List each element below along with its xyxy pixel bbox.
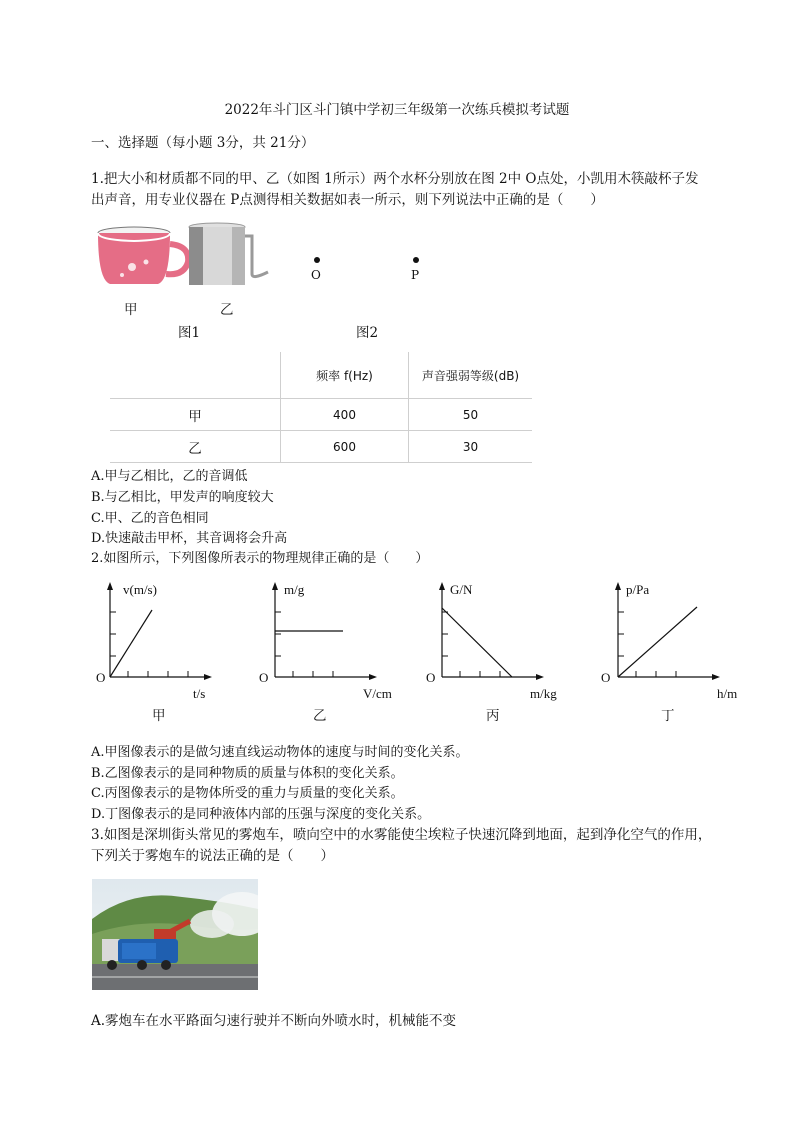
table-cell: 50 [409,399,533,431]
cups-figure [92,222,292,294]
table-row [110,399,532,431]
q2-option-b: B.乙图像表示的是同种物质的质量与体积的变化关系。 [91,766,404,781]
q2-stem: 2.如图所示，下列图像所表示的物理规律正确的是（ ） [91,551,429,566]
graph-jia-ylabel: v(m/s) [123,582,157,597]
graph-yi-ylabel: m/g [284,582,305,597]
sound-data-table [110,352,532,463]
graph-ding-plot [600,580,780,730]
cup-label-jia: 甲 [124,302,138,318]
graph-jia [92,580,252,730]
figure1-caption: 图1 [178,325,201,341]
graph-jia-origin: O [96,670,106,685]
q2-option-d: D.丁图像表示的是同种液体内部的压强与深度的变化关系。 [91,807,431,822]
graph-bing-ylabel: G/N [450,582,473,597]
pink-mug-image [98,227,188,284]
table-header-row [110,352,532,399]
table-cell: 甲 [110,399,281,431]
q1-option-a: A.甲与乙相比，乙的音调低 [91,469,248,484]
table-header-cell [110,352,281,399]
graph-yi [257,580,417,730]
graph-yi-name: 乙 [313,708,327,724]
graph-ding-name: 丁 [661,708,675,724]
graph-bing-origin: O [426,670,436,685]
fog-cannon-truck-photo [92,879,258,990]
graph-bing [424,580,584,730]
graph-ding [600,580,780,730]
exam-title: 2022年斗门区斗门镇中学初三年级第一次练兵模拟考试题 [224,102,570,118]
table-cell: 30 [409,431,533,463]
point-p-dot [413,257,419,263]
q3-stem-line1: 3.如图是深圳街头常见的雾炮车，喷向空中的水雾能使尘埃粒子快速沉降到地面，起到净化空气的作用， [91,827,712,843]
point-p-label: P [411,268,420,282]
graph-jia-xlabel: t/s [193,686,206,701]
q3-stem-line2: 下列关于雾炮车的说法正确的是（ ） [91,848,334,864]
graph-bing-name: 丙 [486,708,500,724]
q1-stem-line2: 出声音，用专业仪器在 P点测得相关数据如表一所示，则下列说法中正确的是（ ） [91,192,604,208]
q1-option-b: B.与乙相比，甲发声的响度较大 [91,490,274,505]
q2-option-c: C.丙图像表示的是物体所受的重力与质量的变化关系。 [91,786,404,801]
q3-option-a: A.雾炮车在水平路面匀速行驶并不断向外喷水时，机械能不变 [91,1013,457,1029]
figure2-caption: 图2 [356,325,379,341]
graph-ding-xlabel: h/m [717,686,738,701]
table-cell: 600 [281,431,409,463]
table-cell: 400 [281,399,409,431]
point-o-dot [314,257,320,263]
table-cell: 乙 [110,431,281,463]
steel-cup-image [189,223,268,285]
graph-bing-xlabel: m/kg [530,686,557,701]
graph-ding-origin: O [601,670,611,685]
graph-jia-plot [92,580,252,730]
table-header-cell: 频率 f(Hz) [281,352,409,399]
graph-yi-origin: O [259,670,269,685]
graph-yi-plot [257,580,417,730]
graph-jia-name: 甲 [152,708,166,724]
graph-bing-plot [424,580,584,730]
table-row [110,431,532,463]
q1-option-d: D.快速敲击甲杯，其音调将会升高 [91,531,288,546]
q2-option-a: A.甲图像表示的是做匀速直线运动物体的速度与时间的变化关系。 [91,745,469,760]
table-header-cell: 声音强弱等级(dB) [409,352,533,399]
section-heading: 一、选择题（每小题 3分，共 21分） [91,135,315,151]
q1-option-c: C.甲、乙的音色相同 [91,511,209,526]
cup-label-yi: 乙 [220,302,234,318]
point-o-label: O [311,268,321,282]
graph-ding-ylabel: p/Pa [626,582,650,597]
graph-yi-xlabel: V/cm [363,686,392,701]
q1-stem-line1: 1.把大小和材质都不同的甲、乙（如图 1所示）两个水杯分别放在图 2中 O点处，小凯用木筷敲杯子发 [91,171,699,187]
